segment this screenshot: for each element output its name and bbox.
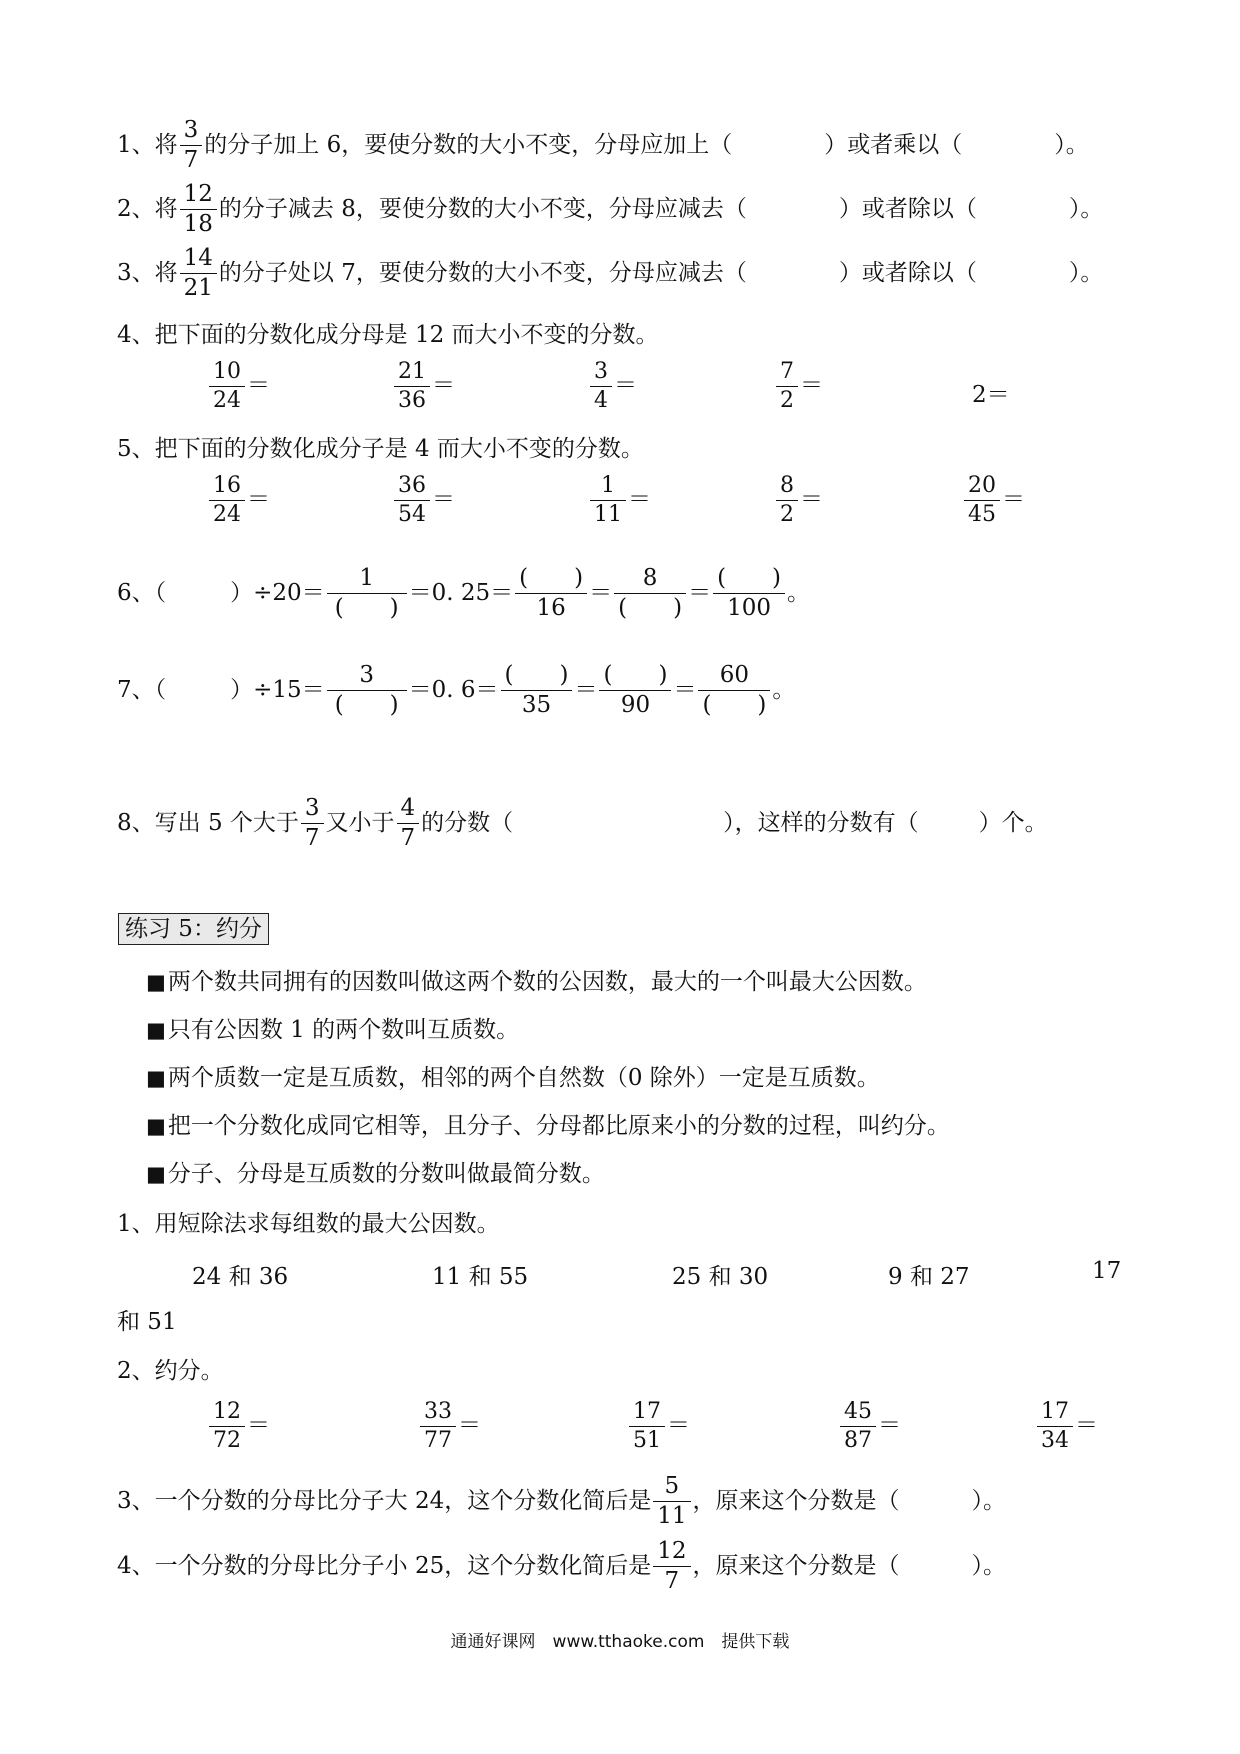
equals-sign: ＝ xyxy=(574,676,598,703)
equals-sign: ＝ xyxy=(432,486,455,513)
page-footer: 通通好课网 www.tthaoke.com 提供下载 xyxy=(450,1632,790,1652)
fraction xyxy=(964,474,1000,527)
numerator: 60 xyxy=(698,663,770,691)
equals-sign: ＝ xyxy=(589,579,613,606)
fraction xyxy=(420,1400,456,1453)
fraction xyxy=(209,474,245,527)
fraction xyxy=(327,663,407,719)
numerator: 14 xyxy=(180,246,217,274)
fraction xyxy=(327,566,407,622)
fraction xyxy=(590,360,612,413)
question-text: ）或者除以（ xyxy=(838,195,977,222)
question-text: ）或者乘以（ xyxy=(824,131,963,158)
question-text: 的分子加上 6，要使分数的大小不变，分母应加上（ xyxy=(204,131,733,158)
fraction-item xyxy=(207,474,270,527)
fraction xyxy=(501,663,573,719)
numerator: ( ) xyxy=(515,566,587,594)
question-text: 3、一个分数的分母比分子大 24，这个分数化简后是 xyxy=(117,1487,652,1514)
fraction xyxy=(397,796,420,852)
denominator: 77 xyxy=(424,1428,452,1454)
question-text: ）或者除以（ xyxy=(838,259,977,286)
equals-sign: ＝ xyxy=(247,372,270,399)
fraction-item xyxy=(627,1400,690,1453)
question-text: ，原来这个分数是（ xyxy=(692,1487,900,1514)
question-3 xyxy=(117,246,1103,302)
numerator: 1 xyxy=(327,566,407,594)
numerator: 33 xyxy=(420,1400,456,1427)
denominator: 4 xyxy=(594,388,608,414)
question-text: ）。 xyxy=(971,1487,1006,1514)
numerator: ( ) xyxy=(501,663,573,691)
equals-sign: ＝ xyxy=(800,486,823,513)
fraction-item xyxy=(1035,1400,1098,1453)
equals-sign: ＝ xyxy=(247,1412,270,1439)
numerator: 16 xyxy=(209,474,245,501)
question-text: ），这样的分数有（ xyxy=(723,809,919,836)
numerator: 1 xyxy=(590,474,626,501)
number-group: 17 xyxy=(1092,1258,1122,1284)
numerator: 4 xyxy=(397,796,420,824)
denominator: 54 xyxy=(398,502,426,528)
equals-sign: ＝ xyxy=(458,1412,481,1439)
denominator: 7 xyxy=(304,825,320,852)
denominator: 34 xyxy=(1041,1428,1069,1454)
equals-sign: ＝ xyxy=(247,486,270,513)
fraction-item xyxy=(774,474,823,527)
denominator: ( ) xyxy=(702,692,767,719)
question-text: ）。 xyxy=(971,1552,1006,1579)
bullet-point: ■ 两个质数一定是互质数，相邻的两个自然数（0 除外）一定是互质数。 xyxy=(146,1063,880,1093)
numerator: 12 xyxy=(180,182,217,210)
fraction xyxy=(776,474,798,527)
equals-sign: ＝ xyxy=(878,1412,901,1439)
bullet-point: ■ 把一个分数化成同它相等，且分子、分母都比原来小的分数的过程，叫约分。 xyxy=(146,1111,950,1141)
denominator: 2 xyxy=(780,502,794,528)
section-title: 练习 5：约分 xyxy=(118,913,269,945)
question-7 xyxy=(117,663,795,719)
question-text: 6、（ xyxy=(117,579,167,606)
denominator: 7 xyxy=(664,1568,680,1595)
number-group: 9 和 27 xyxy=(888,1264,970,1290)
numerator: 17 xyxy=(629,1400,665,1427)
fraction xyxy=(599,663,671,719)
fraction xyxy=(301,796,324,852)
denominator: ( ) xyxy=(334,692,399,719)
numerator: 20 xyxy=(964,474,1000,501)
question-8 xyxy=(117,796,1048,852)
denominator: 45 xyxy=(968,502,996,528)
denominator: 36 xyxy=(398,388,426,414)
denominator: 51 xyxy=(633,1428,661,1454)
numerator: ( ) xyxy=(599,663,671,691)
numerator: 12 xyxy=(653,1539,690,1567)
fraction-item xyxy=(418,1400,481,1453)
fraction-item xyxy=(588,474,651,527)
fraction xyxy=(209,360,245,413)
fraction xyxy=(394,474,430,527)
question-text: ）。 xyxy=(1054,131,1089,158)
fraction xyxy=(1037,1400,1073,1453)
question-6 xyxy=(117,566,810,622)
numerator: 3 xyxy=(327,663,407,691)
fraction xyxy=(614,566,686,622)
question-text: ＝0. 6＝ xyxy=(408,676,499,703)
numerator: ( ) xyxy=(713,566,785,594)
question-text: 3、将 xyxy=(117,259,178,286)
question-text: 。 xyxy=(787,579,811,606)
denominator: 72 xyxy=(213,1428,241,1454)
number-group: 25 和 30 xyxy=(672,1264,769,1290)
question-text: ）。 xyxy=(1068,259,1104,286)
equals-sign: ＝ xyxy=(432,372,455,399)
bullet-point: ■ 两个数共同拥有的因数叫做这两个数的公因数，最大的一个叫最大公因数。 xyxy=(146,967,927,997)
fraction xyxy=(515,566,587,622)
fraction xyxy=(653,1474,690,1530)
number-group: 24 和 36 xyxy=(192,1264,289,1290)
equals-sign: ＝ xyxy=(667,1412,690,1439)
denominator: 87 xyxy=(844,1428,872,1454)
numerator: 3 xyxy=(590,360,612,387)
question-text: ，原来这个分数是（ xyxy=(692,1552,900,1579)
fraction xyxy=(180,118,203,174)
equals-sign: ＝ xyxy=(688,579,712,606)
fraction xyxy=(698,663,770,719)
bullet-point: ■ 分子、分母是互质数的分数叫做最简分数。 xyxy=(146,1159,605,1189)
question-text: ＝0. 25＝ xyxy=(408,579,514,606)
question-text: ）÷15＝ xyxy=(230,676,325,703)
fraction-item xyxy=(207,360,270,413)
question-1 xyxy=(117,118,1089,174)
fraction xyxy=(180,246,217,302)
equals-sign: ＝ xyxy=(673,676,697,703)
question-text: 1、将 xyxy=(117,131,178,158)
fraction-item xyxy=(774,360,823,413)
whole-number-item: 2＝ xyxy=(972,382,1010,408)
fraction-item xyxy=(838,1400,901,1453)
question-text: 2、将 xyxy=(117,195,178,222)
question-text: ）。 xyxy=(1068,195,1104,222)
question-text: ）÷20＝ xyxy=(230,579,325,606)
denominator: 11 xyxy=(594,502,622,528)
denominator: 100 xyxy=(727,595,771,622)
denominator: ( ) xyxy=(334,595,399,622)
denominator: 24 xyxy=(213,502,241,528)
fraction xyxy=(180,182,217,238)
fraction xyxy=(394,360,430,413)
exercise-3 xyxy=(117,1474,1006,1530)
number-group-wrap: 和 51 xyxy=(117,1309,177,1335)
numerator: 5 xyxy=(653,1474,690,1502)
question-5: 5、把下面的分数化成分子是 4 而大小不变的分数。 xyxy=(117,436,644,462)
question-text: ）个。 xyxy=(978,809,1048,836)
denominator: 35 xyxy=(521,692,552,719)
question-text: 的分子处以 7，要使分数的大小不变，分母应减去（ xyxy=(218,259,747,286)
numerator: 45 xyxy=(840,1400,876,1427)
numerator: 8 xyxy=(776,474,798,501)
numerator: 10 xyxy=(209,360,245,387)
numerator: 3 xyxy=(301,796,324,824)
fraction xyxy=(776,360,798,413)
number-group: 11 和 55 xyxy=(432,1264,529,1290)
denominator: 16 xyxy=(536,595,566,622)
question-text: 4、一个分数的分母比分子小 25，这个分数化简后是 xyxy=(117,1552,652,1579)
numerator: 21 xyxy=(394,360,430,387)
denominator: 7 xyxy=(183,147,199,174)
fraction xyxy=(629,1400,665,1453)
question-text: 的分数（ xyxy=(421,809,514,836)
fraction xyxy=(590,474,626,527)
denominator: 2 xyxy=(780,388,794,414)
denominator: 21 xyxy=(183,275,213,302)
denominator: 11 xyxy=(657,1503,687,1530)
question-text: 8、写出 5 个大于 xyxy=(117,809,299,836)
numerator: 8 xyxy=(614,566,686,594)
question-text: 。 xyxy=(772,676,796,703)
question-text: 又小于 xyxy=(325,809,395,836)
denominator: 90 xyxy=(620,692,651,719)
fraction-item xyxy=(207,1400,270,1453)
question-4: 4、把下面的分数化成分母是 12 而大小不变的分数。 xyxy=(117,322,659,348)
equals-sign: ＝ xyxy=(614,372,637,399)
fraction-item xyxy=(392,360,455,413)
equals-sign: ＝ xyxy=(1002,486,1025,513)
exercise-1: 1、用短除法求每组数的最大公因数。 xyxy=(117,1211,500,1237)
exercise-4 xyxy=(117,1539,1006,1595)
fraction-item xyxy=(392,474,455,527)
fraction xyxy=(840,1400,876,1453)
denominator: 18 xyxy=(183,211,213,238)
numerator: 36 xyxy=(394,474,430,501)
numerator: 7 xyxy=(776,360,798,387)
bullet-point: ■ 只有公因数 1 的两个数叫互质数。 xyxy=(146,1015,519,1045)
numerator: 17 xyxy=(1037,1400,1073,1427)
question-2 xyxy=(117,182,1103,238)
fraction-item xyxy=(588,360,637,413)
numerator: 12 xyxy=(209,1400,245,1427)
question-text: 的分子减去 8，要使分数的大小不变，分母应减去（ xyxy=(218,195,747,222)
equals-sign: ＝ xyxy=(1075,1412,1098,1439)
equals-sign: ＝ xyxy=(800,372,823,399)
exercise-2: 2、约分。 xyxy=(117,1358,224,1384)
denominator: 7 xyxy=(400,825,416,852)
denominator: 24 xyxy=(213,388,241,414)
equals-sign: ＝ xyxy=(628,486,651,513)
denominator: ( ) xyxy=(618,595,683,622)
fraction xyxy=(653,1539,690,1595)
question-text: 7、（ xyxy=(117,676,167,703)
fraction xyxy=(209,1400,245,1453)
fraction-item xyxy=(962,474,1025,527)
fraction xyxy=(713,566,785,622)
numerator: 3 xyxy=(180,118,203,146)
